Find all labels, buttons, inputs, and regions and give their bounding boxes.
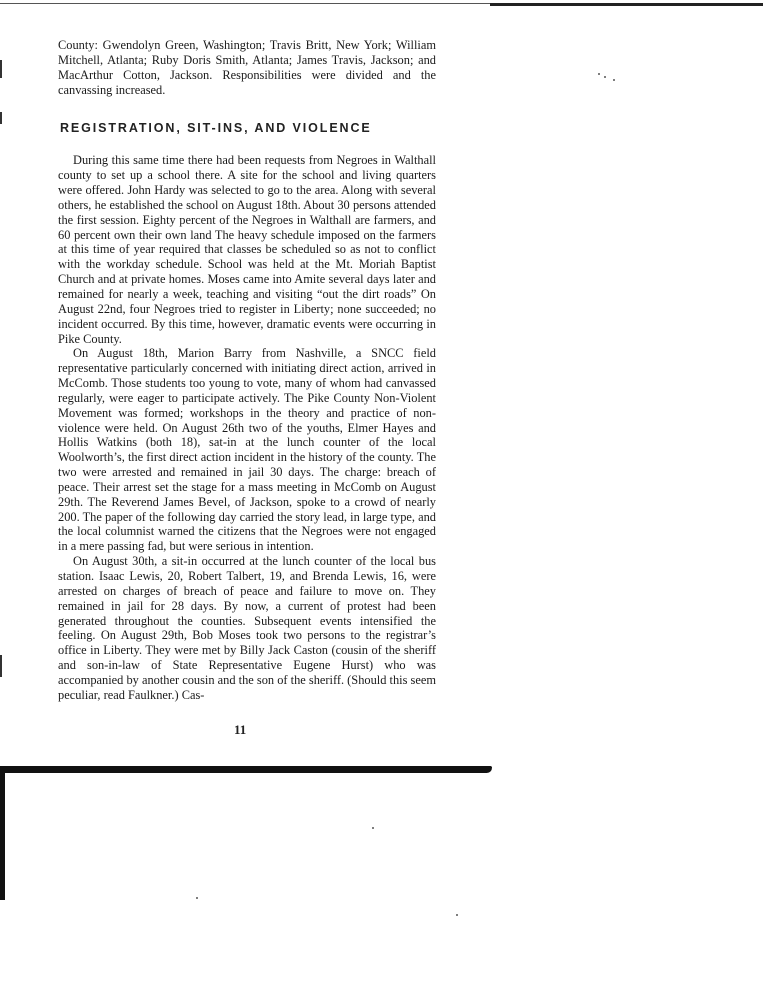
scan-edge-mark xyxy=(0,655,2,677)
scan-speck xyxy=(456,914,458,916)
scan-speck xyxy=(598,73,600,75)
scan-speck xyxy=(372,827,374,829)
page-body xyxy=(58,38,436,703)
opening-paragraph: County: Gwendolyn Green, Washington; Travis Britt, New York; William Mitchell, Atlanta; Ruby Doris Smith, Atlanta; James Travis, Jackson; and MacArthur Cotton, Jackson. Responsibilities were divided and the canvassing increased. xyxy=(58,38,436,97)
body-paragraph: During this same time there had been requests from Negroes in Walthall county to set up a school there. A site for the school and living quarters were offered. John Hardy was selected to go to the area. Along with several others, he established the school on August 18th. About 30 persons attended the first session. Eighty percent of the Negroes in Walthall are farmers, and 60 percent own their own land The heavy schedule imposed on the farmers at this time of year required that classes be scheduled so as not to conflict with the workday schedule. School was held at the Mt. Moriah Baptist Church and at private homes. Moses came into Amite several days later and remained for nearly a week, teaching and visiting “out the dirt roads” On August 22nd, four Negroes tried to register in Liberty; none succeeded; no incident occurred. By this time, however, dramatic events were occurring in Pike County. xyxy=(58,153,436,346)
top-rule-dark xyxy=(490,3,763,6)
page-left-edge-shadow xyxy=(0,770,5,900)
body-paragraph: On August 30th, a sit-in occurred at the lunch counter of the local bus station. Isaac Lewis, 20, Robert Talbert, 19, and Brenda Lewis, 16, were arrested on charges of breach of peace and failure to move on. They remained in jail for 28 days. By now, a current of protest had been generated throughout the counties. Subsequent events intensified the feeling. On August 29th, Bob Moses took two persons to the registrar’s office in Liberty. They were met by Billy Jack Caston (cousin of the sheriff and son-in-law of State Representative Eugene Hurst) who was accompanied by another cousin and the son of the sheriff. (Should this seem peculiar, read Faulkner.) Cas- xyxy=(58,554,436,702)
section-heading: REGISTRATION, SIT-INS, AND VIOLENCE xyxy=(60,121,372,136)
body-paragraph: On August 18th, Marion Barry from Nashville, a SNCC field representative particularly concerned with initiating direct action, arrived in McComb. Those students too young to vote, many of whom had canvassed regularly, were eager to participate actively. The Pike County Non-Violent Movement was formed; workshops in the theory and practice of non-violence were held. On August 26th two of the youths, Elmer Hayes and Hollis Watkins (both 18), sat-in at the lunch counter of the local Woolworth’s, the first direct action incident in the history of the county. The two were arrested and remained in jail 30 days. The charge: breach of peace. Their arrest set the stage for a mass meeting in McComb on August 29th. The Reverend James Bevel, of Jackson, spoke to a crowd of nearly 200. The paper of the following day carried the story lead, in large type, and the local columnist warned the citizens that the Negroes were not engaged in a mere passing fad, but were serious in intention. xyxy=(58,346,436,554)
scan-speck xyxy=(604,76,606,78)
scan-edge-mark xyxy=(0,60,2,78)
page-number: 11 xyxy=(234,722,247,737)
scan-speck xyxy=(196,897,198,899)
scan-edge-mark xyxy=(0,112,2,124)
scan-speck xyxy=(613,79,615,81)
page-bottom-edge xyxy=(0,766,492,773)
